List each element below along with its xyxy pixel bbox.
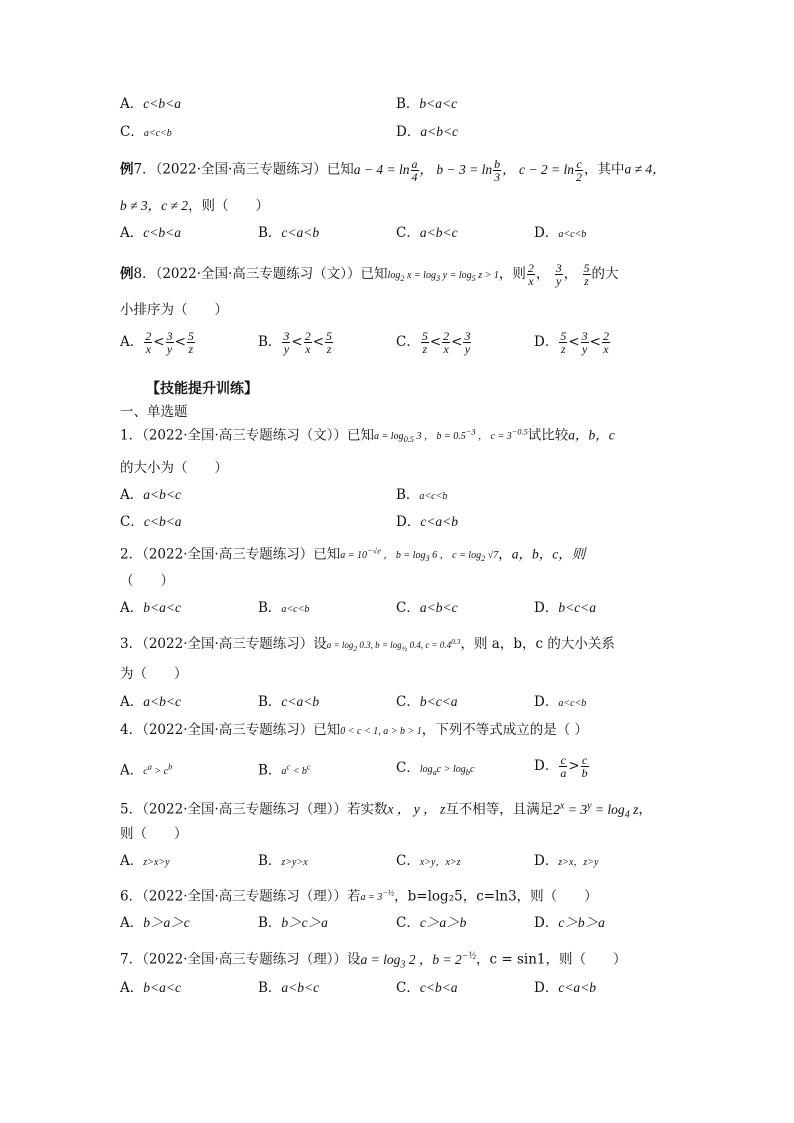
formula: $a = \log_3 2$ ，$b = 2^{-\frac{1}{2}}$ xyxy=(360,950,477,971)
formula: $2^x = 3^y = \log_4 z$ xyxy=(553,800,639,821)
option-a: A．b<a<c xyxy=(120,600,181,616)
example-label: 例 xyxy=(120,266,134,282)
stem-text: 4．（2022·全国·高三专题练习）已知 xyxy=(120,722,341,738)
question-2-stem: 2．（2022·全国·高三专题练习）已知$a = 10^{-√e}$ ， $b = \log_3 6$ ， $c = \log_2 √7$，a，b，c，则 xyxy=(120,546,586,564)
option-d xyxy=(396,122,458,142)
option-label: D． xyxy=(396,124,421,140)
question-5-stem: 5．（2022·全国·高三专题练习（理））若实数x ， y ， z互不相等，且满足$2^x = 3^y = \log_4 z$， xyxy=(120,800,652,821)
example-number: 8． xyxy=(133,266,156,282)
formula: $a = \log_2 0.3$, $b = \log_{\frac{1}{2}} 0.4$, $c = 0.4^{0.3}$ xyxy=(326,637,461,653)
stem-text: ，其中 xyxy=(583,161,625,178)
stem-text: ，下列不等式成立的是（ ） xyxy=(421,722,589,738)
stem-text: 互不相等，且满足 xyxy=(445,801,554,818)
option-a: A．c<b<a xyxy=(120,225,181,241)
option-label: C． xyxy=(120,124,144,140)
stem-text: ，则（ ） xyxy=(188,198,270,214)
option-c: C．$\log_ac > \log_bc$ xyxy=(396,760,475,777)
option-c: C．c<b<a xyxy=(396,980,458,996)
option-d: D．b<c<a xyxy=(534,600,597,616)
example-source: （2022·全国·高三专题练习（文））已知 xyxy=(155,266,388,282)
option-b: B．z>y>x xyxy=(258,853,308,869)
example-number: 7． xyxy=(133,161,156,178)
option-b: B．a<c<b xyxy=(258,600,310,616)
option-c: C． $\frac{5}{z}$ < $\frac{2}{x}$ < $\frac{3}{y}$ xyxy=(396,329,471,356)
question-5-stem-line2: 则（ ） xyxy=(120,826,188,842)
option-c xyxy=(120,122,172,144)
option-b: B．b＞c＞a xyxy=(258,915,328,931)
option-b: B． $\frac{3}{y}$ < $\frac{2}{x}$ < $\frac{5}{z}$ xyxy=(258,329,333,356)
stem-text: ，c = sin1，则（ ） xyxy=(476,951,627,968)
option-d: D．z>x，z>y xyxy=(534,853,599,869)
option-d: D． $\frac{c}{a}$ > $\frac{c}{b}$ xyxy=(534,753,588,780)
stem-text: 1．（2022·全国·高三专题练习（文））已知 xyxy=(120,427,375,444)
formula: a，b，c xyxy=(568,427,615,443)
stem-text: 2．（2022·全国·高三专题练习）已知 xyxy=(120,546,341,563)
option-b: B．$a^c < b^c$ xyxy=(258,762,311,779)
stem-text: 3．（2022·全国·高三专题练习）设 xyxy=(120,636,327,652)
option-a xyxy=(120,94,181,114)
formula: $a = 3^{-\frac{1}{2}}$ xyxy=(360,889,395,904)
option-b: B．c<a<b xyxy=(258,225,320,241)
option-d: D．a<c<b xyxy=(534,225,587,241)
option-c: C．a<b<c xyxy=(396,600,458,616)
formula: 0 < c < 1, a > b > 1 xyxy=(340,726,422,737)
formula: $a = 10^{-√e}$ ， $b = \log_3 6$ ， $c = \log_2 √7$ xyxy=(340,547,499,564)
stem-text: ，b=log₂5，c=ln3，则（ ） xyxy=(394,888,598,905)
stem-text: 6．（2022·全国·高三专题练习（理））若 xyxy=(120,888,361,905)
option-d: D．c<a<b xyxy=(534,980,597,996)
formula: x ， y ， z xyxy=(387,801,446,817)
option-b: B．a<c<b xyxy=(396,487,448,503)
stem-text: 5．（2022·全国·高三专题练习（理））若实数 xyxy=(120,801,388,818)
option-d: D．a<c<b xyxy=(534,694,587,710)
example-8-stem: 例8．（2022·全国·高三专题练习（文））已知$\log_2 x = \log_3 y = \log_5 z > 1$，则 $\frac{2}{x}$ ， $\frac{3}{y}$ ， $\frac{5}{z}$ 的大 xyxy=(120,261,619,288)
option-b: B．a<b<c xyxy=(258,980,320,996)
option-a: A．b＞a＞c xyxy=(120,915,190,931)
question-2-stem-line2: （ ） xyxy=(120,573,174,589)
question-3-stem xyxy=(120,632,615,659)
formula: $a = \log_{0.5} 3$ ， $b = 0.5^{-3}$ ， $c = 3^{-0.5}$ xyxy=(374,428,528,445)
example-8-stem-line2: 小排序为（ ） xyxy=(120,302,228,318)
formula: a，b，c，则 xyxy=(511,546,586,562)
option-text: a<c<b xyxy=(143,128,172,139)
option-c: C．b<c<a xyxy=(396,694,458,710)
example-source: （2022·全国·高三专题练习）已知 xyxy=(155,161,354,178)
section-subtitle: 一、单选题 xyxy=(120,404,188,420)
option-c: C．a<b<c xyxy=(396,225,458,241)
option-a: A． $\frac{2}{x}$ < $\frac{3}{y}$ < $\frac{5}{z}$ xyxy=(120,329,194,356)
formula: $\log_2 x = \log_3 y = \log_5 z > 1$ xyxy=(387,270,499,283)
option-label: A． xyxy=(120,96,144,112)
stem-text: ，则 a，b，c 的大小关系 xyxy=(460,636,615,652)
example-7-stem xyxy=(120,158,666,183)
question-1-stem-line2: 的大小为（ ） xyxy=(120,460,228,476)
option-c: C．c<b<a xyxy=(120,514,182,530)
stem-text: 试比较 xyxy=(527,427,569,444)
formula: b ≠ 3，c ≠ 2 xyxy=(120,198,189,213)
section-title: 【技能提升训练】 xyxy=(146,381,258,397)
question-3-stem-line2: 为（ ） xyxy=(120,666,188,682)
formula: a ≠ 4， xyxy=(624,161,666,177)
question-6-stem xyxy=(120,884,598,908)
stem-text: 的大 xyxy=(591,266,619,282)
option-b xyxy=(396,94,457,114)
option-a: A．a<b<c xyxy=(120,694,181,710)
stem-text: ，则 xyxy=(498,266,526,282)
option-a: A．$c^a > c^b$ xyxy=(120,762,173,779)
option-d: D． $\frac{5}{z}$ < $\frac{3}{y}$ < $\frac{2}{x}$ xyxy=(534,329,609,356)
option-text: b<a<c xyxy=(419,96,458,111)
option-a: A．a<b<c xyxy=(120,487,181,503)
question-1-stem xyxy=(120,423,615,450)
option-a: A．b<a<c xyxy=(120,980,181,996)
option-a: A．z>x>y xyxy=(120,853,170,869)
option-b: B．c<a<b xyxy=(258,694,320,710)
example-7-stem-line2 xyxy=(120,196,269,216)
option-d: D．c＞b＞a xyxy=(534,915,605,931)
option-label: B． xyxy=(396,96,420,112)
question-4-stem xyxy=(120,720,588,742)
stem-text: 7．（2022·全国·高三专题练习（理））设 xyxy=(120,951,361,968)
formula: a − 4 = ln $\frac{a}{4}$ ， b − 3 = ln $\frac{b}{3}$ ， c − 2 = ln $\frac{c}{2}$ xyxy=(353,157,582,184)
option-c: C．c＞a＞b xyxy=(396,915,467,931)
option-text: a<b<c xyxy=(420,124,459,139)
example-label: 例 xyxy=(120,161,134,178)
question-7-stem xyxy=(120,946,627,975)
option-d: D．c<a<b xyxy=(396,514,459,530)
option-c: C．x>y，x>z xyxy=(396,853,461,869)
option-text: c<b<a xyxy=(143,96,181,111)
